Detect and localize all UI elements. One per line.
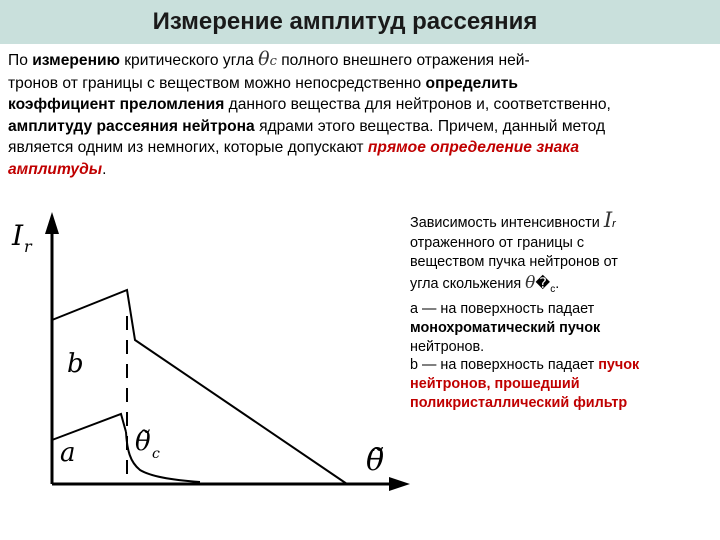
caption-line: отраженного от границы с: [410, 234, 585, 251]
x-axis-arrow: [389, 477, 410, 491]
caption-line: поликристаллический фильтр: [410, 395, 628, 412]
ir-subscript: r: [612, 218, 616, 230]
text-run: критического угла: [119, 52, 259, 69]
missing-glyph: �: [535, 276, 551, 293]
text-run: полного внешнего отражения ней-: [276, 52, 530, 69]
curve-b-label: b: [67, 349, 84, 379]
text-run-bold: амплитуду рассеяния нейтрона: [8, 117, 255, 135]
caption-text: b — на поверхность падает: [410, 357, 599, 374]
caption-line: нейтронов, прошедший: [410, 376, 580, 393]
theta-symbol: θ: [258, 48, 270, 70]
theta-symbol: θ: [525, 273, 536, 294]
caption-line: монохроматический пучок: [410, 319, 601, 336]
critical-angle-subscript: c: [152, 446, 160, 462]
y-axis-subscript: r: [24, 237, 32, 256]
slide-title: Измерение амплитуд рассеяния: [152, 8, 538, 35]
text-run: .: [102, 160, 107, 178]
text-run: ядрами этого вещества. Причем, данный метод: [254, 117, 606, 135]
critical-angle-label: θ̃: [135, 427, 151, 457]
ir-symbol: I: [603, 208, 613, 232]
y-axis-label: I: [12, 219, 24, 252]
text-run-highlight: амплитуды: [8, 160, 103, 178]
caption-line: нейтронов.: [410, 338, 485, 355]
theta-subscript: c: [269, 54, 277, 69]
text-run: тронов от границы с веществом можно непосредственно: [8, 74, 426, 92]
caption-line: веществом пучка нейтронов от: [410, 253, 618, 270]
text-run: По: [8, 52, 33, 69]
text-run-bold: определить: [425, 74, 518, 92]
caption-text: угла скольжения: [410, 276, 526, 293]
text-run: является одним из немногих, которые допускают: [8, 139, 368, 157]
curve-b: [52, 290, 347, 484]
caption-text: Зависимость интенсивности: [410, 215, 604, 231]
x-axis-label: θ̃: [366, 443, 385, 478]
text-run: данного вещества для нейтронов и, соответственно,: [224, 96, 611, 114]
curve-a-label: a: [60, 438, 76, 468]
text-run-highlight: прямое определение знака: [367, 139, 580, 157]
caption-text-highlight: пучок: [598, 357, 640, 374]
text-run-bold: измерению: [32, 52, 120, 69]
curve-a: [52, 414, 126, 440]
theta-subscript: c: [550, 284, 556, 296]
caption-line: a — на поверхность падает: [410, 301, 595, 318]
y-axis-arrow: [45, 212, 59, 234]
text-run-bold: коэффициент преломления: [8, 96, 225, 114]
caption-text: .: [555, 276, 560, 293]
